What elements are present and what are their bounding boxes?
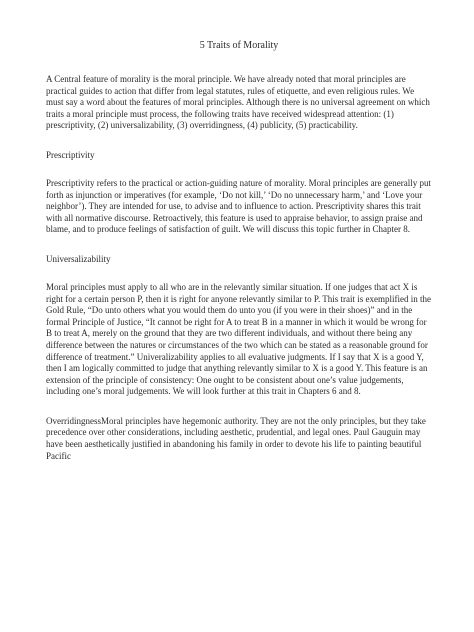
universalizability-paragraph: Moral principles must apply to all who are in the relevantly similar situation. If one judges that act X is right for a certain person P, then it is right for anyone relevantly similar to P. This trait is exemplified in the Gold Rule, “Do unto others what you would them do unto you (if you were in their shoes)” and in the formal Principle of Justice, “It cannot be right for A to treat B in a manner in which it would be wrong for B to treat A, merely on the ground that they are two different individuals, and without there being any difference between the natures or circumstances of the two which can be stated as a reasonable ground for difference of treatment.” Univeralizability applies to all evaluative judgments. If I say that X is a good Y, then I am logically committed to judge that anything relevantly similar to X is a good Y. This feature is an extension of the principle of consistency: One ought to be consistent about one’s value judgements, including one’s moral judgements. We will look further at this trait in Chapters 6 and 8. xyxy=(46,281,432,397)
document-page xyxy=(46,40,432,462)
overridingness-paragraph: OverridingnessMoral principles have hegemonic authority. They are not the only principles, but they take precedence over other considerations, including aesthetic, prudential, and legal ones. Paul Gauguin may have been aesthetically justified in abandoning his family in order to devote his life to painting beautiful Pacific xyxy=(46,415,426,461)
section-heading-prescriptivity: Prescriptivity xyxy=(46,149,95,160)
prescriptivity-paragraph: Prescriptivity refers to the practical or action-guiding nature of morality. Moral principles are generally put forth as injunction or imperatives (for example, ‘Do not kill,’ ‘Do no unnecessary harm,’ and ‘Love your neighbor’). They are intended for use, to advise and to influence to action. Prescriptivity shares this trait with all normative discourse. Retroactively, this feature is used to appraise behavior, to assign praise and blame, and to produce feelings of satisfaction of guilt. We will discuss this topic further in Chapter 8. xyxy=(46,177,432,235)
document-title: 5 Traits of Morality xyxy=(199,40,279,51)
section-heading-universalizability: Universalizability xyxy=(46,253,111,264)
intro-paragraph: A Central feature of morality is the moral principle. We have already noted that moral principles are practical guides to action that differ from legal statutes, rules of etiquette, and even religious rules. We must say a word about the features of moral principles. Although there is no universal agreement on which traits a moral principle must process, the following traits have received widespread attention: (1) prescriptivity, (2) universalizability, (3) overridingness, (4) publicity, (5) practicability. xyxy=(46,74,430,131)
